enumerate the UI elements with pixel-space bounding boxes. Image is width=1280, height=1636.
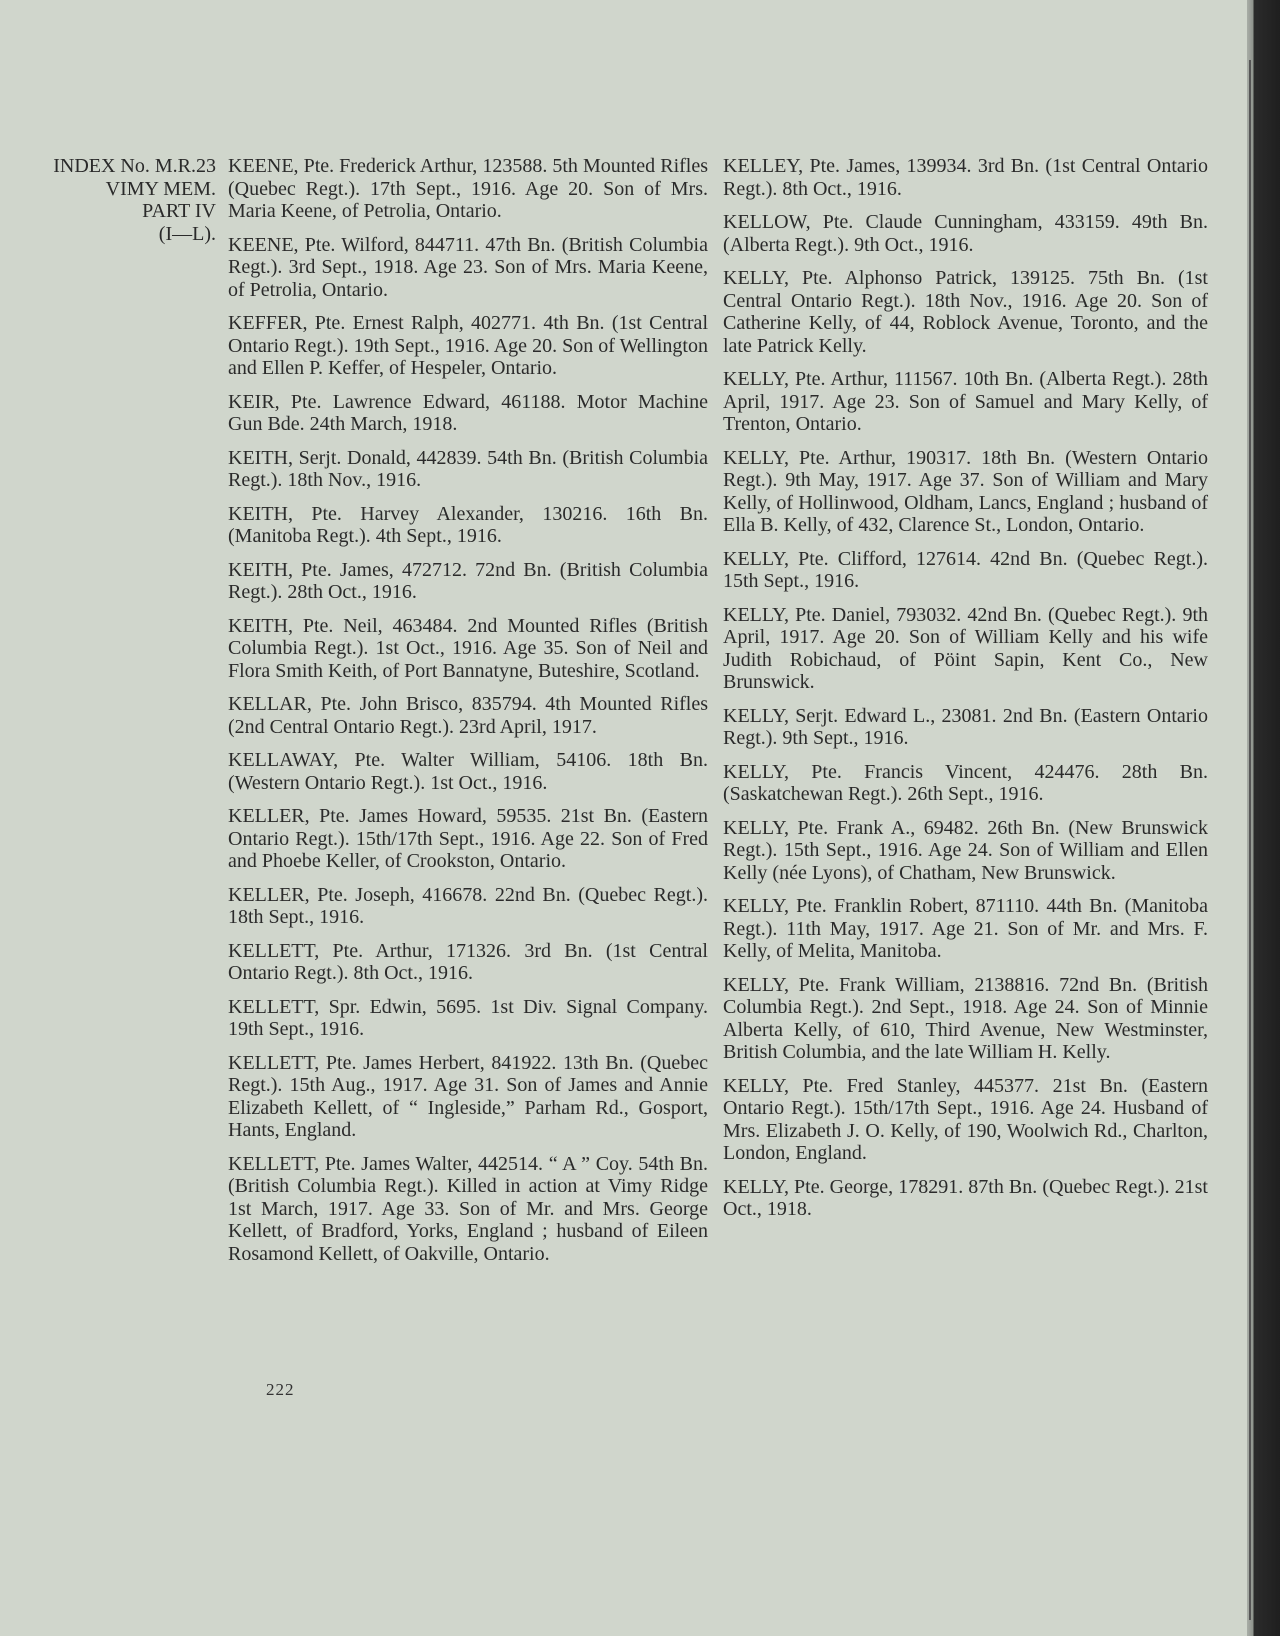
register-entry: KELLETT, Pte. James Herbert, 841922. 13th Bn. (Quebec Regt.). 15th Aug., 1917. Age 31. Son of James and Annie Elizabeth Kellett, of “ Ingleside,” Parham Rd., Gosport, Hants, England. bbox=[228, 1051, 708, 1141]
register-entry: KELLEY, Pte. James, 139934. 3rd Bn. (1st Central Ontario Regt.). 8th Oct., 1916. bbox=[723, 155, 1208, 200]
register-entry: KELLETT, Pte. Arthur, 171326. 3rd Bn. (1st Central Ontario Regt.). 8th Oct., 1916. bbox=[228, 939, 708, 984]
page-number: 222 bbox=[266, 1380, 295, 1399]
register-entry: KELLAR, Pte. John Brisco, 835794. 4th Mounted Rifles (2nd Central Ontario Regt.). 23rd April, 1917. bbox=[228, 693, 708, 738]
register-entry: KELLY, Pte. Arthur, 190317. 18th Bn. (Western Ontario Regt.). 9th May, 1917. Age 37. Son of William and Mary Kelly, of Hollinwood, Oldham, Lancs, England ; husband of Ella B. Kelly, of 432, Clarence St., London, Ontario. bbox=[723, 446, 1208, 536]
register-entry: KEITH, Pte. Neil, 463484. 2nd Mounted Rifles (British Columbia Regt.). 1st Oct., 1916. Age 35. Son of Neil and Flora Smith Keith, of Port Bannatyne, Buteshire, Scotland. bbox=[228, 614, 708, 682]
part-number: PART IV bbox=[142, 200, 216, 222]
book-spine-gutter bbox=[1247, 0, 1280, 1636]
register-entry: KELLY, Pte. Daniel, 793032. 42nd Bn. (Quebec Regt.). 9th April, 1917. Age 20. Son of William Kelly and his wife Judith Robichaud, of Pöint Sapin, Kent Co., New Brunswick. bbox=[723, 603, 1208, 693]
right-column bbox=[723, 155, 1208, 1232]
register-entry: KELLY, Pte. George, 178291. 87th Bn. (Quebec Regt.). 21st Oct., 1918. bbox=[723, 1175, 1208, 1220]
register-entry: KELLER, Pte. Joseph, 416678. 22nd Bn. (Quebec Regt.). 18th Sept., 1916. bbox=[228, 883, 708, 928]
register-entry: KELLY, Pte. Clifford, 127614. 42nd Bn. (Quebec Regt.). 15th Sept., 1916. bbox=[723, 547, 1208, 592]
register-entry: KELLY, Pte. Francis Vincent, 424476. 28th Bn. (Saskatchewan Regt.). 26th Sept., 1916. bbox=[723, 760, 1208, 805]
register-entry: KEENE, Pte. Wilford, 844711. 47th Bn. (British Columbia Regt.). 3rd Sept., 1918. Age 23. Son of Mrs. Maria Keene, of Petrolia, Ontario. bbox=[228, 233, 708, 301]
index-sidebar bbox=[8, 155, 216, 245]
register-entry: KELLER, Pte. James Howard, 59535. 21st Bn. (Eastern Ontario Regt.). 15th/17th Sept., 1916. Age 22. Son of Fred and Phoebe Keller, of Crookston, Ontario. bbox=[228, 805, 708, 872]
register-entry: KEFFER, Pte. Ernest Ralph, 402771. 4th Bn. (1st Central Ontario Regt.). 19th Sept., 1916. Age 20. Son of Wellington and Ellen P. Keffer, of Hespeler, Ontario. bbox=[228, 312, 708, 379]
index-number: INDEX No. M.R.23 bbox=[53, 155, 216, 177]
register-entry: KEITH, Pte. James, 472712. 72nd Bn. (British Columbia Regt.). 28th Oct., 1916. bbox=[228, 558, 708, 603]
register-entry: KELLY, Pte. Frank A., 69482. 26th Bn. (New Brunswick Regt.). 15th Sept., 1916. Age 24. Son of William and Ellen Kelly (née Lyons), of Chatham, New Brunswick. bbox=[723, 816, 1208, 884]
register-entry: KELLY, Pte. Frank William, 2138816. 72nd Bn. (British Columbia Regt.). 2nd Sept., 1918. Age 24. Son of Minnie Alberta Kelly, of 610, Third Avenue, New Westminster, British Columbia, and the late William H. Kelly. bbox=[723, 973, 1208, 1063]
spine-edge bbox=[1249, 60, 1251, 1620]
register-entry: KELLY, Pte. Franklin Robert, 871110. 44th Bn. (Manitoba Regt.). 11th May, 1917. Age 21. Son of Mr. and Mrs. F. Kelly, of Melita, Manitoba. bbox=[723, 895, 1208, 962]
register-entry: KELLOW, Pte. Claude Cunningham, 433159. 49th Bn. (Alberta Regt.). 9th Oct., 1916. bbox=[723, 211, 1208, 256]
register-entry: KELLETT, Spr. Edwin, 5695. 1st Div. Signal Company. 19th Sept., 1916. bbox=[228, 995, 708, 1040]
register-entry: KELLY, Pte. Alphonso Patrick, 139125. 75th Bn. (1st Central Ontario Regt.). 18th Nov., 1916. Age 20. Son of Catherine Kelly, of 44, Roblock Avenue, Toronto, and the late Patrick Kelly. bbox=[723, 267, 1208, 357]
register-entry: KEITH, Serjt. Donald, 442839. 54th Bn. (British Columbia Regt.). 18th Nov., 1916. bbox=[228, 446, 708, 491]
register-entry: KEIR, Pte. Lawrence Edward, 461188. Motor Machine Gun Bde. 24th March, 1918. bbox=[228, 390, 708, 435]
letter-range: (I—L). bbox=[158, 222, 216, 245]
register-entry: KELLY, Serjt. Edward L., 23081. 2nd Bn. (Eastern Ontario Regt.). 9th Sept., 1916. bbox=[723, 704, 1208, 749]
register-entry: KELLAWAY, Pte. Walter William, 54106. 18th Bn. (Western Ontario Regt.). 1st Oct., 1916. bbox=[228, 749, 708, 794]
register-entry: KELLY, Pte. Arthur, 111567. 10th Bn. (Alberta Regt.). 28th April, 1917. Age 23. Son of Samuel and Mary Kelly, of Trenton, Ontario. bbox=[723, 368, 1208, 435]
register-entry: KEITH, Pte. Harvey Alexander, 130216. 16th Bn. (Manitoba Regt.). 4th Sept., 1916. bbox=[228, 502, 708, 547]
memorial-name: VIMY MEM. bbox=[105, 177, 216, 200]
register-entry: KEENE, Pte. Frederick Arthur, 123588. 5th Mounted Rifles (Quebec Regt.). 17th Sept., 1916. Age 20. Son of Mrs. Maria Keene, of Petrolia, Ontario. bbox=[228, 155, 708, 222]
left-column bbox=[228, 155, 708, 1276]
register-entry: KELLETT, Pte. James Walter, 442514. “ A ” Coy. 54th Bn. (British Columbia Regt.). Killed in action at Vimy Ridge 1st March, 1917. Age 33. Son of Mr. and Mrs. George Kellett, of Bradford, Yorks, England ; husband of Eileen Rosamond Kellett, of Oakville, Ontario. bbox=[228, 1152, 708, 1265]
register-entry: KELLY, Pte. Fred Stanley, 445377. 21st Bn. (Eastern Ontario Regt.). 15th/17th Sept., 1916. Age 24. Husband of Mrs. Elizabeth J. O. Kelly, of 190, Woolwich Rd., Charlton, London, England. bbox=[723, 1074, 1208, 1164]
